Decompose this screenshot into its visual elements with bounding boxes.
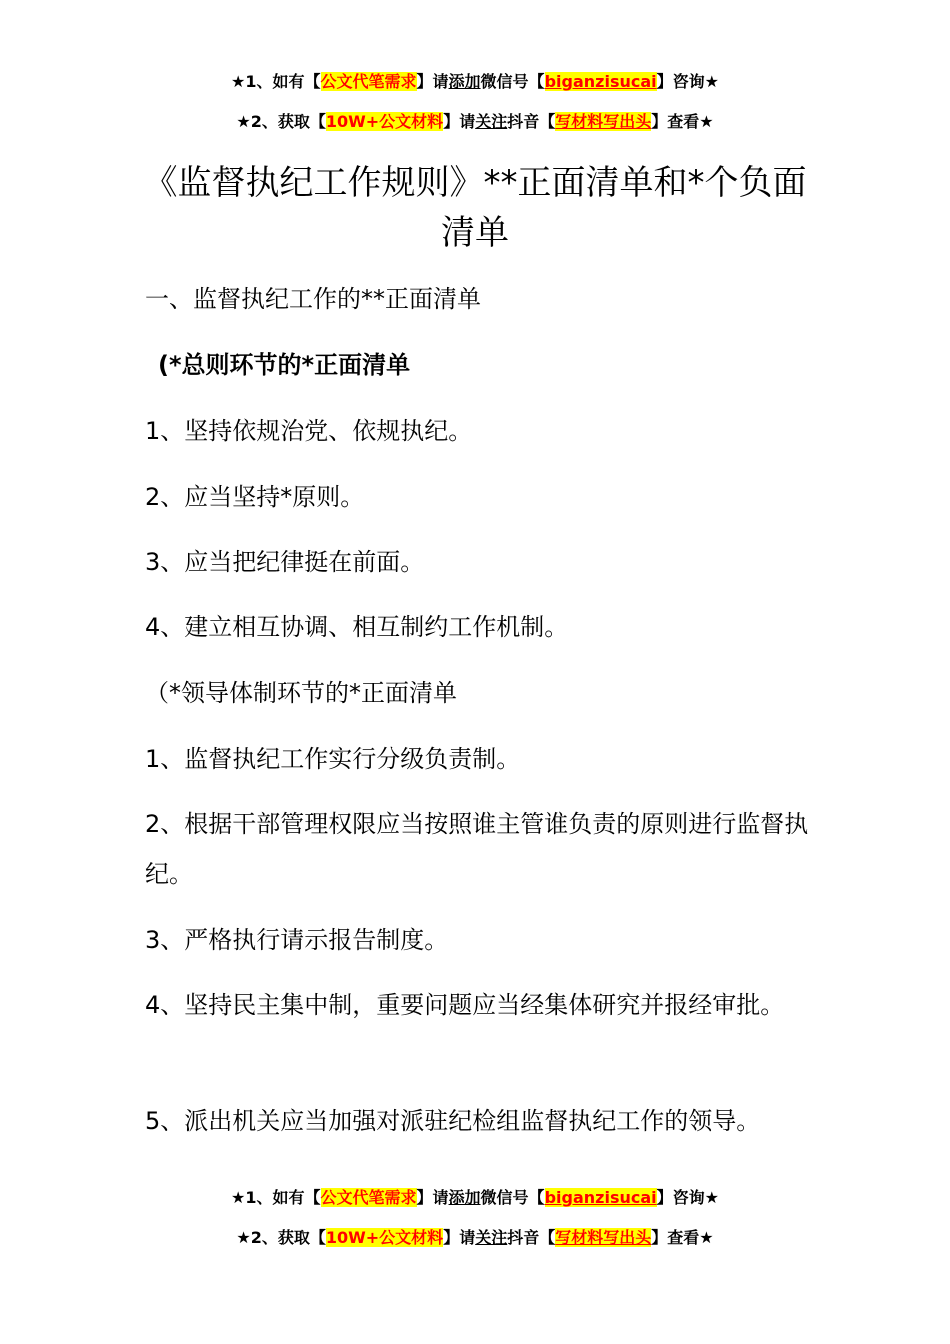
- banner-highlight-douyin-id: 写材料写出头: [555, 1228, 652, 1247]
- banner-highlight: 公文代笔需求: [320, 1188, 417, 1207]
- list-item: 5、派出机关应当加强对派驻纪检组监督执纪工作的领导。: [145, 1107, 761, 1135]
- banner-highlight-wechat-id: biganzisucai: [544, 1188, 657, 1207]
- list-item: 2、根据干部管理权限应当按照谁主管谁负责的原则进行监督执纪。: [145, 810, 809, 888]
- bottom-banner-line-2: [0, 1228, 950, 1248]
- banner-highlight: 公文代笔需求: [320, 72, 417, 91]
- subsection-heading: （*领导体制环节的*正面清单: [145, 679, 457, 707]
- banner-text: ★2、获取【: [236, 1228, 326, 1247]
- list-item: 1、监督执纪工作实行分级负责制。: [145, 745, 521, 773]
- banner-text: 】查看★: [651, 112, 714, 131]
- banner-underline: 添加: [448, 72, 481, 91]
- list-item: 3、严格执行请示报告制度。: [145, 926, 449, 954]
- banner-text: 】请: [416, 1188, 449, 1207]
- banner-highlight: 10W+公文材料: [325, 1228, 444, 1247]
- list-item: 1、坚持依规治党、依规执纪。: [145, 417, 473, 445]
- banner-highlight-douyin-id: 写材料写出头: [555, 112, 652, 131]
- banner-text: ★1、如有【: [231, 1188, 321, 1207]
- banner-text: ★2、获取【: [236, 112, 326, 131]
- banner-text: 抖音【: [507, 112, 556, 131]
- banner-text: ★1、如有【: [231, 72, 321, 91]
- banner-text: 】请: [443, 112, 476, 131]
- banner-highlight: 10W+公文材料: [325, 112, 444, 131]
- banner-text: 微信号【: [480, 72, 545, 91]
- banner-text: 微信号【: [480, 1188, 545, 1207]
- banner-text: 】咨询★: [656, 72, 719, 91]
- banner-text: 】咨询★: [656, 1188, 719, 1207]
- banner-text: 】请: [416, 72, 449, 91]
- banner-underline: 关注: [475, 1228, 508, 1247]
- list-item: 2、应当坚持*原则。: [145, 483, 365, 511]
- banner-text: 】查看★: [651, 1228, 714, 1247]
- list-item: 3、应当把纪律挺在前面。: [145, 548, 425, 576]
- top-banner-line-1: [0, 72, 950, 92]
- banner-text: 】请: [443, 1228, 476, 1247]
- section-heading: 一、监督执纪工作的**正面清单: [145, 285, 481, 313]
- subsection-heading: (*总则环节的*正面清单: [158, 351, 411, 379]
- banner-underline: 关注: [475, 112, 508, 131]
- top-banner-line-2: [0, 112, 950, 132]
- list-item: 4、坚持民主集中制，重要问题应当经集体研究并报经审批。: [145, 991, 785, 1019]
- page-title: 《监督执纪工作规则》**正面清单和*个负面清单: [143, 163, 807, 253]
- banner-text: 抖音【: [507, 1228, 556, 1247]
- list-item: 4、建立相互协调、相互制约工作机制。: [145, 613, 569, 641]
- banner-underline: 添加: [448, 1188, 481, 1207]
- bottom-banner-line-1: [0, 1188, 950, 1208]
- banner-highlight-wechat-id: biganzisucai: [544, 72, 657, 91]
